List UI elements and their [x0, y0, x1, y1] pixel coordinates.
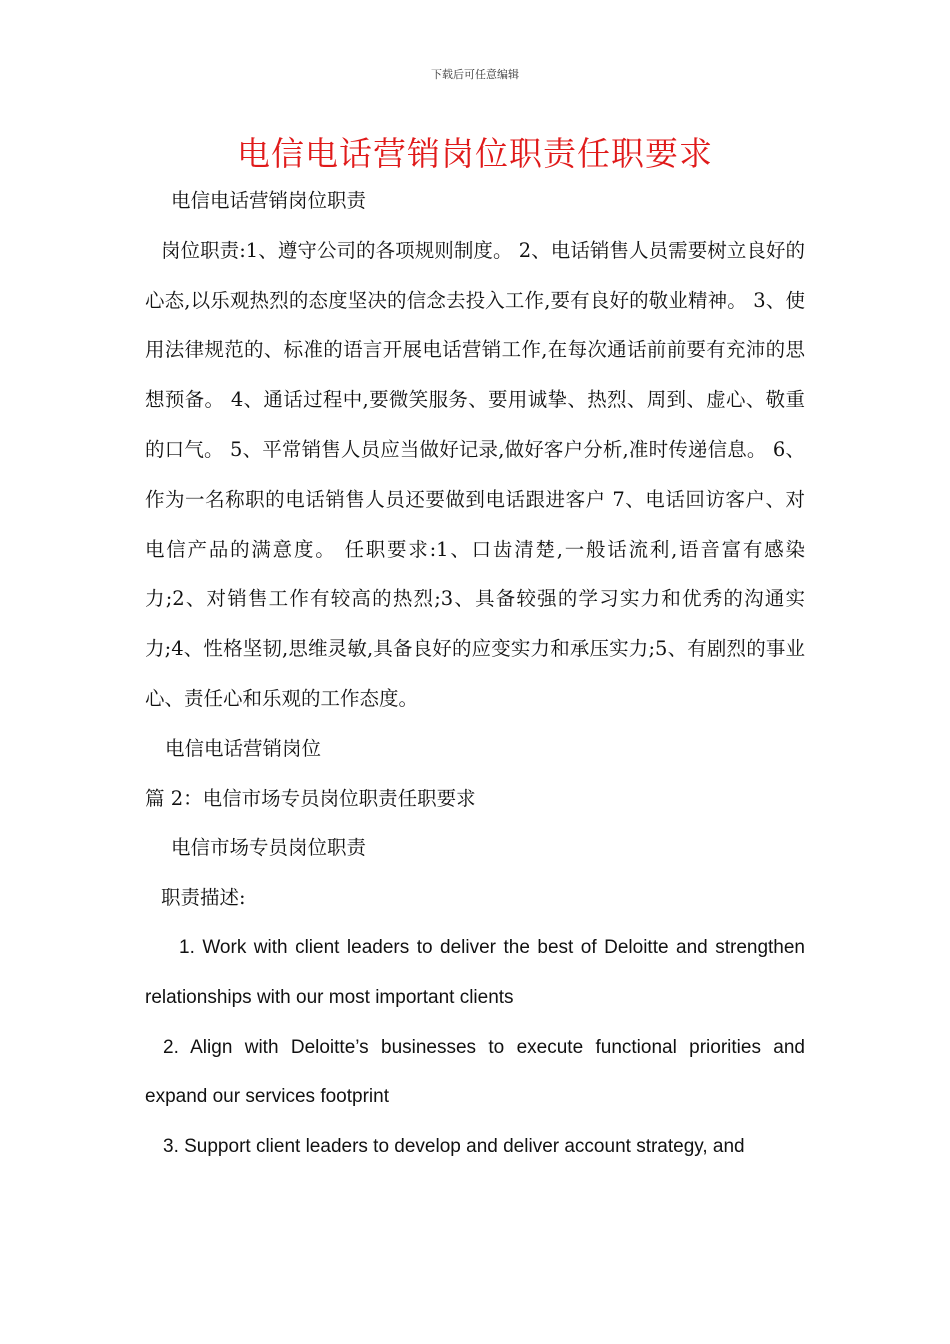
header-note: 下载后可任意编辑 [431, 68, 519, 81]
section-heading: 电信市场专员岗位职责 [171, 836, 367, 860]
document-body [145, 176, 805, 1172]
list-item: 1. Work with client leaders to deliver the best of Deloitte and strengthen relationships with our most important clients [145, 936, 805, 1008]
list-item: 3. Support client leaders to develop and deliver account strategy, and [163, 1136, 745, 1158]
subsection-label: 职责描述: [161, 886, 246, 910]
list-item: 2. Align with Deloitte’s businesses to execute functional priorities and expand our services footprint [145, 1036, 805, 1108]
section-heading: 电信电话营销岗位职责 [171, 189, 367, 212]
body-paragraph: 岗位职责:1、遵守公司的各项规则制度。 2、电话销售人员需要树立良好的心态,以乐观热烈的态度坚决的信念去投入工作,要有良好的敬业精神。 3、使用法律规范的、标准的语言开展电话营销工作,在每次通话前前要有充沛的思想预备。 4、通话过程中,要微笑服务、要用诚挚、热烈、周到、虚心、敬重的口气。 5、平常销售人员应当做好记录,做好客户分析,准时传递信息。 6、作为一名称职的电话销售人员还要做到电话跟进客户 7、电话回访客户、对电信产品的满意度。 任职要求:1、口齿清楚,一般话流利,语音富有感染力;2、对销售工作有较高的热烈;3、具备较强的学习实力和优秀的沟通实力;4、性格坚韧,思维灵敏,具备良好的应变实力和承压实力;5、有剧烈的事业心、责任心和乐观的工作态度。 [145, 238, 805, 710]
section-heading: 电信电话营销岗位 [165, 736, 322, 760]
document-title: 电信电话营销岗位职责任职要求 [237, 134, 713, 173]
chapter-heading: 篇 2：电信市场专员岗位职责任职要求 [145, 786, 476, 810]
